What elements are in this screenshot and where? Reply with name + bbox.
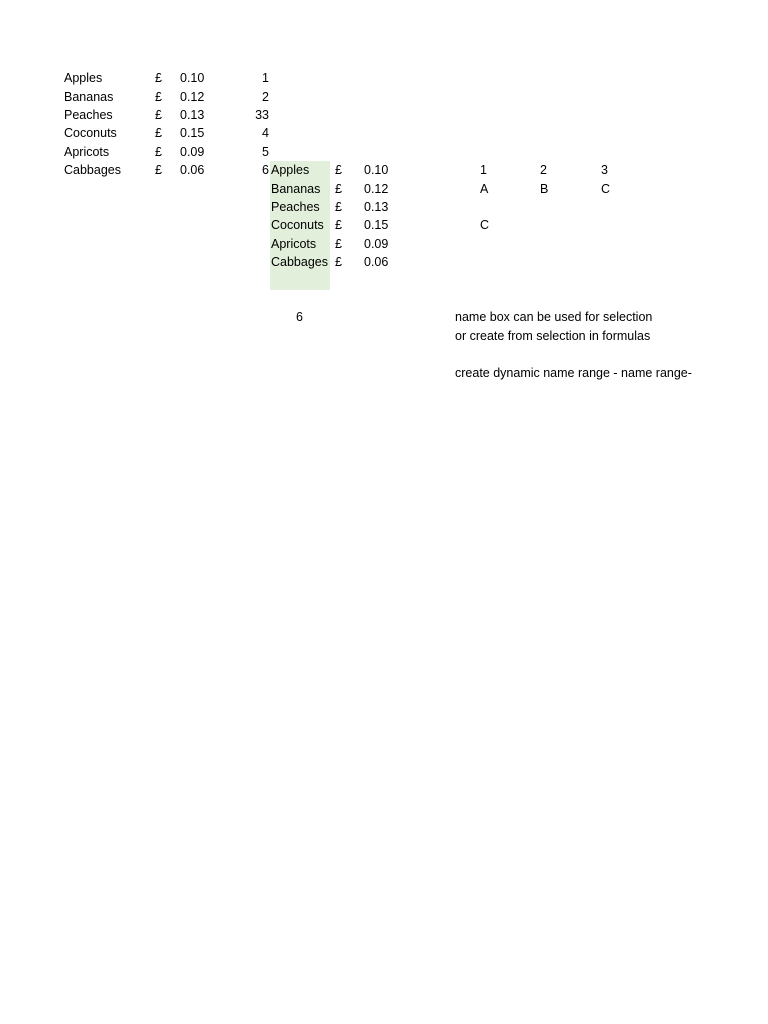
currency-cell[interactable]: £ — [335, 200, 342, 214]
currency-cell[interactable]: £ — [335, 182, 342, 196]
currency-cell[interactable]: £ — [155, 108, 162, 122]
count-cell[interactable]: 6 — [296, 310, 303, 324]
currency-cell[interactable]: £ — [335, 163, 342, 177]
price-cell[interactable]: 0.06 — [180, 163, 205, 177]
note-cell[interactable]: create dynamic name range - name range- — [455, 366, 692, 380]
grid-cell[interactable]: C — [480, 218, 490, 232]
fruit-cell[interactable]: Apples — [64, 71, 103, 85]
currency-cell[interactable]: £ — [155, 145, 162, 159]
currency-cell[interactable]: £ — [155, 71, 162, 85]
grid-cell[interactable]: B — [540, 182, 549, 196]
price-cell[interactable]: 0.09 — [364, 237, 389, 251]
qty-cell[interactable]: 2 — [262, 90, 269, 104]
fruit-cell[interactable]: Cabbages — [271, 255, 328, 269]
fruit-cell[interactable]: Apples — [271, 163, 310, 177]
grid-cell[interactable]: 2 — [540, 163, 547, 177]
note-cell[interactable]: or create from selection in formulas — [455, 329, 651, 343]
currency-cell[interactable]: £ — [335, 255, 342, 269]
note-cell[interactable]: name box can be used for selection — [455, 310, 653, 324]
fruit-cell[interactable]: Coconuts — [271, 218, 324, 232]
fruit-cell[interactable]: Peaches — [271, 200, 320, 214]
qty-cell[interactable]: 1 — [262, 71, 269, 85]
currency-cell[interactable]: £ — [155, 163, 162, 177]
fruit-cell[interactable]: Bananas — [64, 90, 114, 104]
qty-cell[interactable]: 33 — [255, 108, 269, 122]
price-cell[interactable]: 0.15 — [180, 126, 205, 140]
price-cell[interactable]: 0.06 — [364, 255, 389, 269]
price-cell[interactable]: 0.13 — [180, 108, 205, 122]
price-cell[interactable]: 0.10 — [364, 163, 389, 177]
fruit-cell[interactable]: Cabbages — [64, 163, 121, 177]
qty-cell[interactable]: 6 — [262, 163, 269, 177]
fruit-cell[interactable]: Bananas — [271, 182, 321, 196]
price-cell[interactable]: 0.15 — [364, 218, 389, 232]
price-cell[interactable]: 0.12 — [180, 90, 205, 104]
price-cell[interactable]: 0.12 — [364, 182, 389, 196]
price-cell[interactable]: 0.09 — [180, 145, 205, 159]
currency-cell[interactable]: £ — [335, 237, 342, 251]
qty-cell[interactable]: 5 — [262, 145, 269, 159]
fruit-cell[interactable]: Peaches — [64, 108, 113, 122]
fruit-cell[interactable]: Coconuts — [64, 126, 117, 140]
currency-cell[interactable]: £ — [155, 126, 162, 140]
price-cell[interactable]: 0.13 — [364, 200, 389, 214]
price-cell[interactable]: 0.10 — [180, 71, 205, 85]
fruit-cell[interactable]: Apricots — [271, 237, 317, 251]
fruit-cell[interactable]: Apricots — [64, 145, 110, 159]
grid-cell[interactable]: A — [480, 182, 489, 196]
currency-cell[interactable]: £ — [155, 90, 162, 104]
grid-cell[interactable]: 3 — [601, 163, 608, 177]
qty-cell[interactable]: 4 — [262, 126, 269, 140]
grid-cell[interactable]: 1 — [480, 163, 487, 177]
currency-cell[interactable]: £ — [335, 218, 342, 232]
grid-cell[interactable]: C — [601, 182, 611, 196]
